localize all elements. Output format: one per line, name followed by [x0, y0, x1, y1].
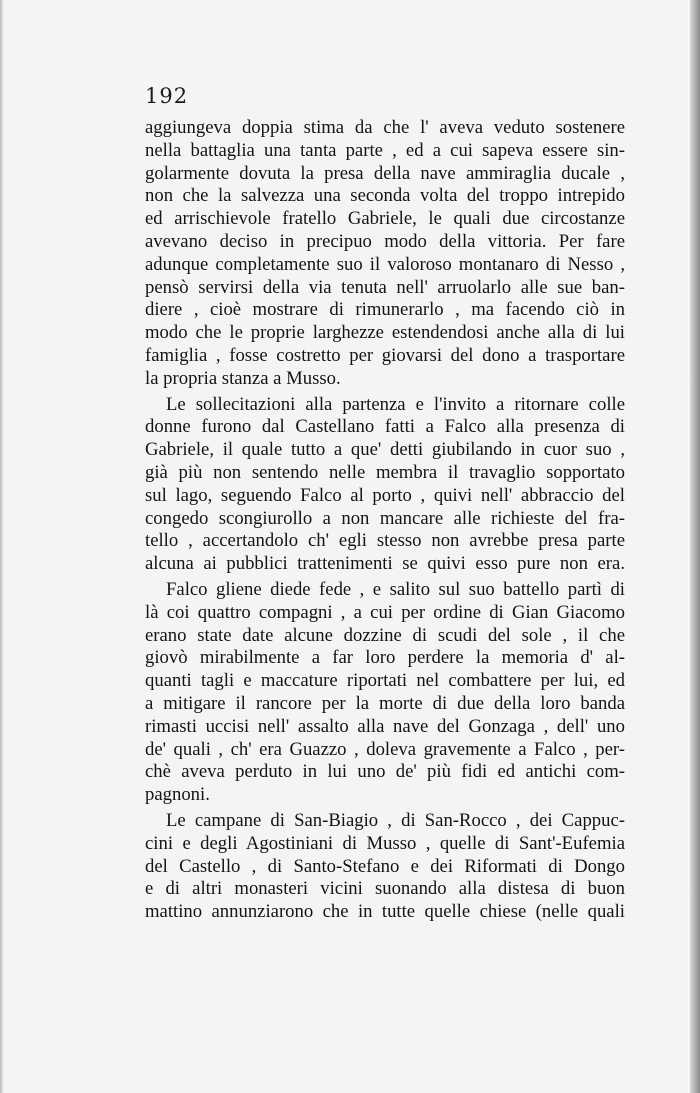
text-line: de' quali , ch' era Guazzo , doleva gravemente a Falco , per- — [145, 738, 625, 760]
text-line: pensò servirsi della via tenuta nell' arruolarlo alle sue ban- — [145, 276, 625, 298]
text-line: cini e degli Agostiniani di Musso , quelle di Sant'-Eufemia — [145, 832, 625, 854]
text-line: del Castello , di Santo-Stefano e dei Riformati di Dongo — [145, 855, 625, 877]
text-line: aggiungeva doppia stima da che l' aveva veduto sostenere — [145, 117, 625, 138]
paragraph — [145, 394, 625, 576]
paragraph — [145, 810, 625, 924]
text-line: la propria stanza a Musso. — [145, 367, 341, 389]
text-line: erano state date alcune dozzine di scudi del sole , il che — [145, 624, 625, 646]
text-line: Gabriele, il quale tutto a que' detti giubilando in cuor suo , — [145, 439, 625, 461]
text-line: donne furono dal Castellano fatti a Falco alla presenza di — [145, 416, 625, 438]
text-line: quanti tagli e maccature riportati nel combattere per lui, ed — [145, 670, 625, 692]
text-line: congedo scongiurollo a non mancare alle richieste del fra- — [145, 507, 625, 529]
text-line: alcuna ai pubblici trattenimenti se quivi esso pure non era. — [145, 553, 625, 575]
text-line: Le campane di San-Biagio , di San-Rocco , dei Cappuc- — [166, 809, 625, 831]
text-line: Falco gliene diede fede , e salito sul suo battello partì di — [166, 578, 625, 600]
text-line: tello , accertandolo ch' egli stesso non avrebbe presa parte — [145, 530, 625, 552]
body-text — [145, 117, 625, 924]
text-line: nella battaglia una tanta parte , ed a cui sapeva essere sin- — [145, 139, 625, 161]
text-line: a mitigare il rancore per la morte di due della loro banda — [145, 692, 625, 714]
text-line: diere , cioè mostrare di rimunerarlo , ma facendo ciò in — [145, 299, 625, 321]
text-line: ed arrischievole fratello Gabriele, le quali due circostanze — [145, 208, 625, 230]
text-line: adunque completamente suo il valoroso montanaro di Nesso , — [145, 253, 625, 275]
text-line: non che la salvezza una seconda volta del troppo intrepido — [145, 185, 625, 207]
text-line: chè aveva perduto in lui uno de' più fidi ed antichi com- — [145, 761, 625, 783]
page-number: 192 — [145, 84, 189, 108]
text-line: giovò mirabilmente a far loro perdere la memoria d' al- — [145, 647, 625, 669]
text-line: mattino annunziarono che in tutte quelle chiese (nelle quali — [145, 901, 625, 923]
paragraph — [145, 117, 625, 391]
text-line: golarmente dovuta la presa della nave ammiraglia ducale , — [145, 162, 625, 184]
text-line: e di altri monasteri vicini suonando alla distesa di buon — [145, 878, 625, 900]
text-line: rimasti uccisi nell' assalto alla nave del Gonzaga , dell' uno — [145, 715, 625, 737]
text-line: famiglia , fosse costretto per giovarsi del dono a trasportare — [145, 344, 625, 366]
page-right-edge — [690, 0, 700, 1093]
paragraph — [145, 579, 625, 807]
text-line: già più non sentendo nelle membra il travaglio sopportato — [145, 461, 625, 483]
page-left-shadow — [0, 0, 4, 1093]
text-line: modo che le proprie larghezze estendendosi anche alla di lui — [145, 322, 625, 344]
text-line: sul lago, seguendo Falco al porto , quivi nell' abbraccio del — [145, 484, 625, 506]
text-line: pagnoni. — [145, 784, 210, 806]
text-line: avevano deciso in precipuo modo della vittoria. Per fare — [145, 230, 625, 252]
text-line: Le sollecitazioni alla partenza e l'invito a ritornare colle — [166, 393, 625, 415]
text-line: là coi quattro compagni , a cui per ordine di Gian Giacomo — [145, 601, 625, 623]
